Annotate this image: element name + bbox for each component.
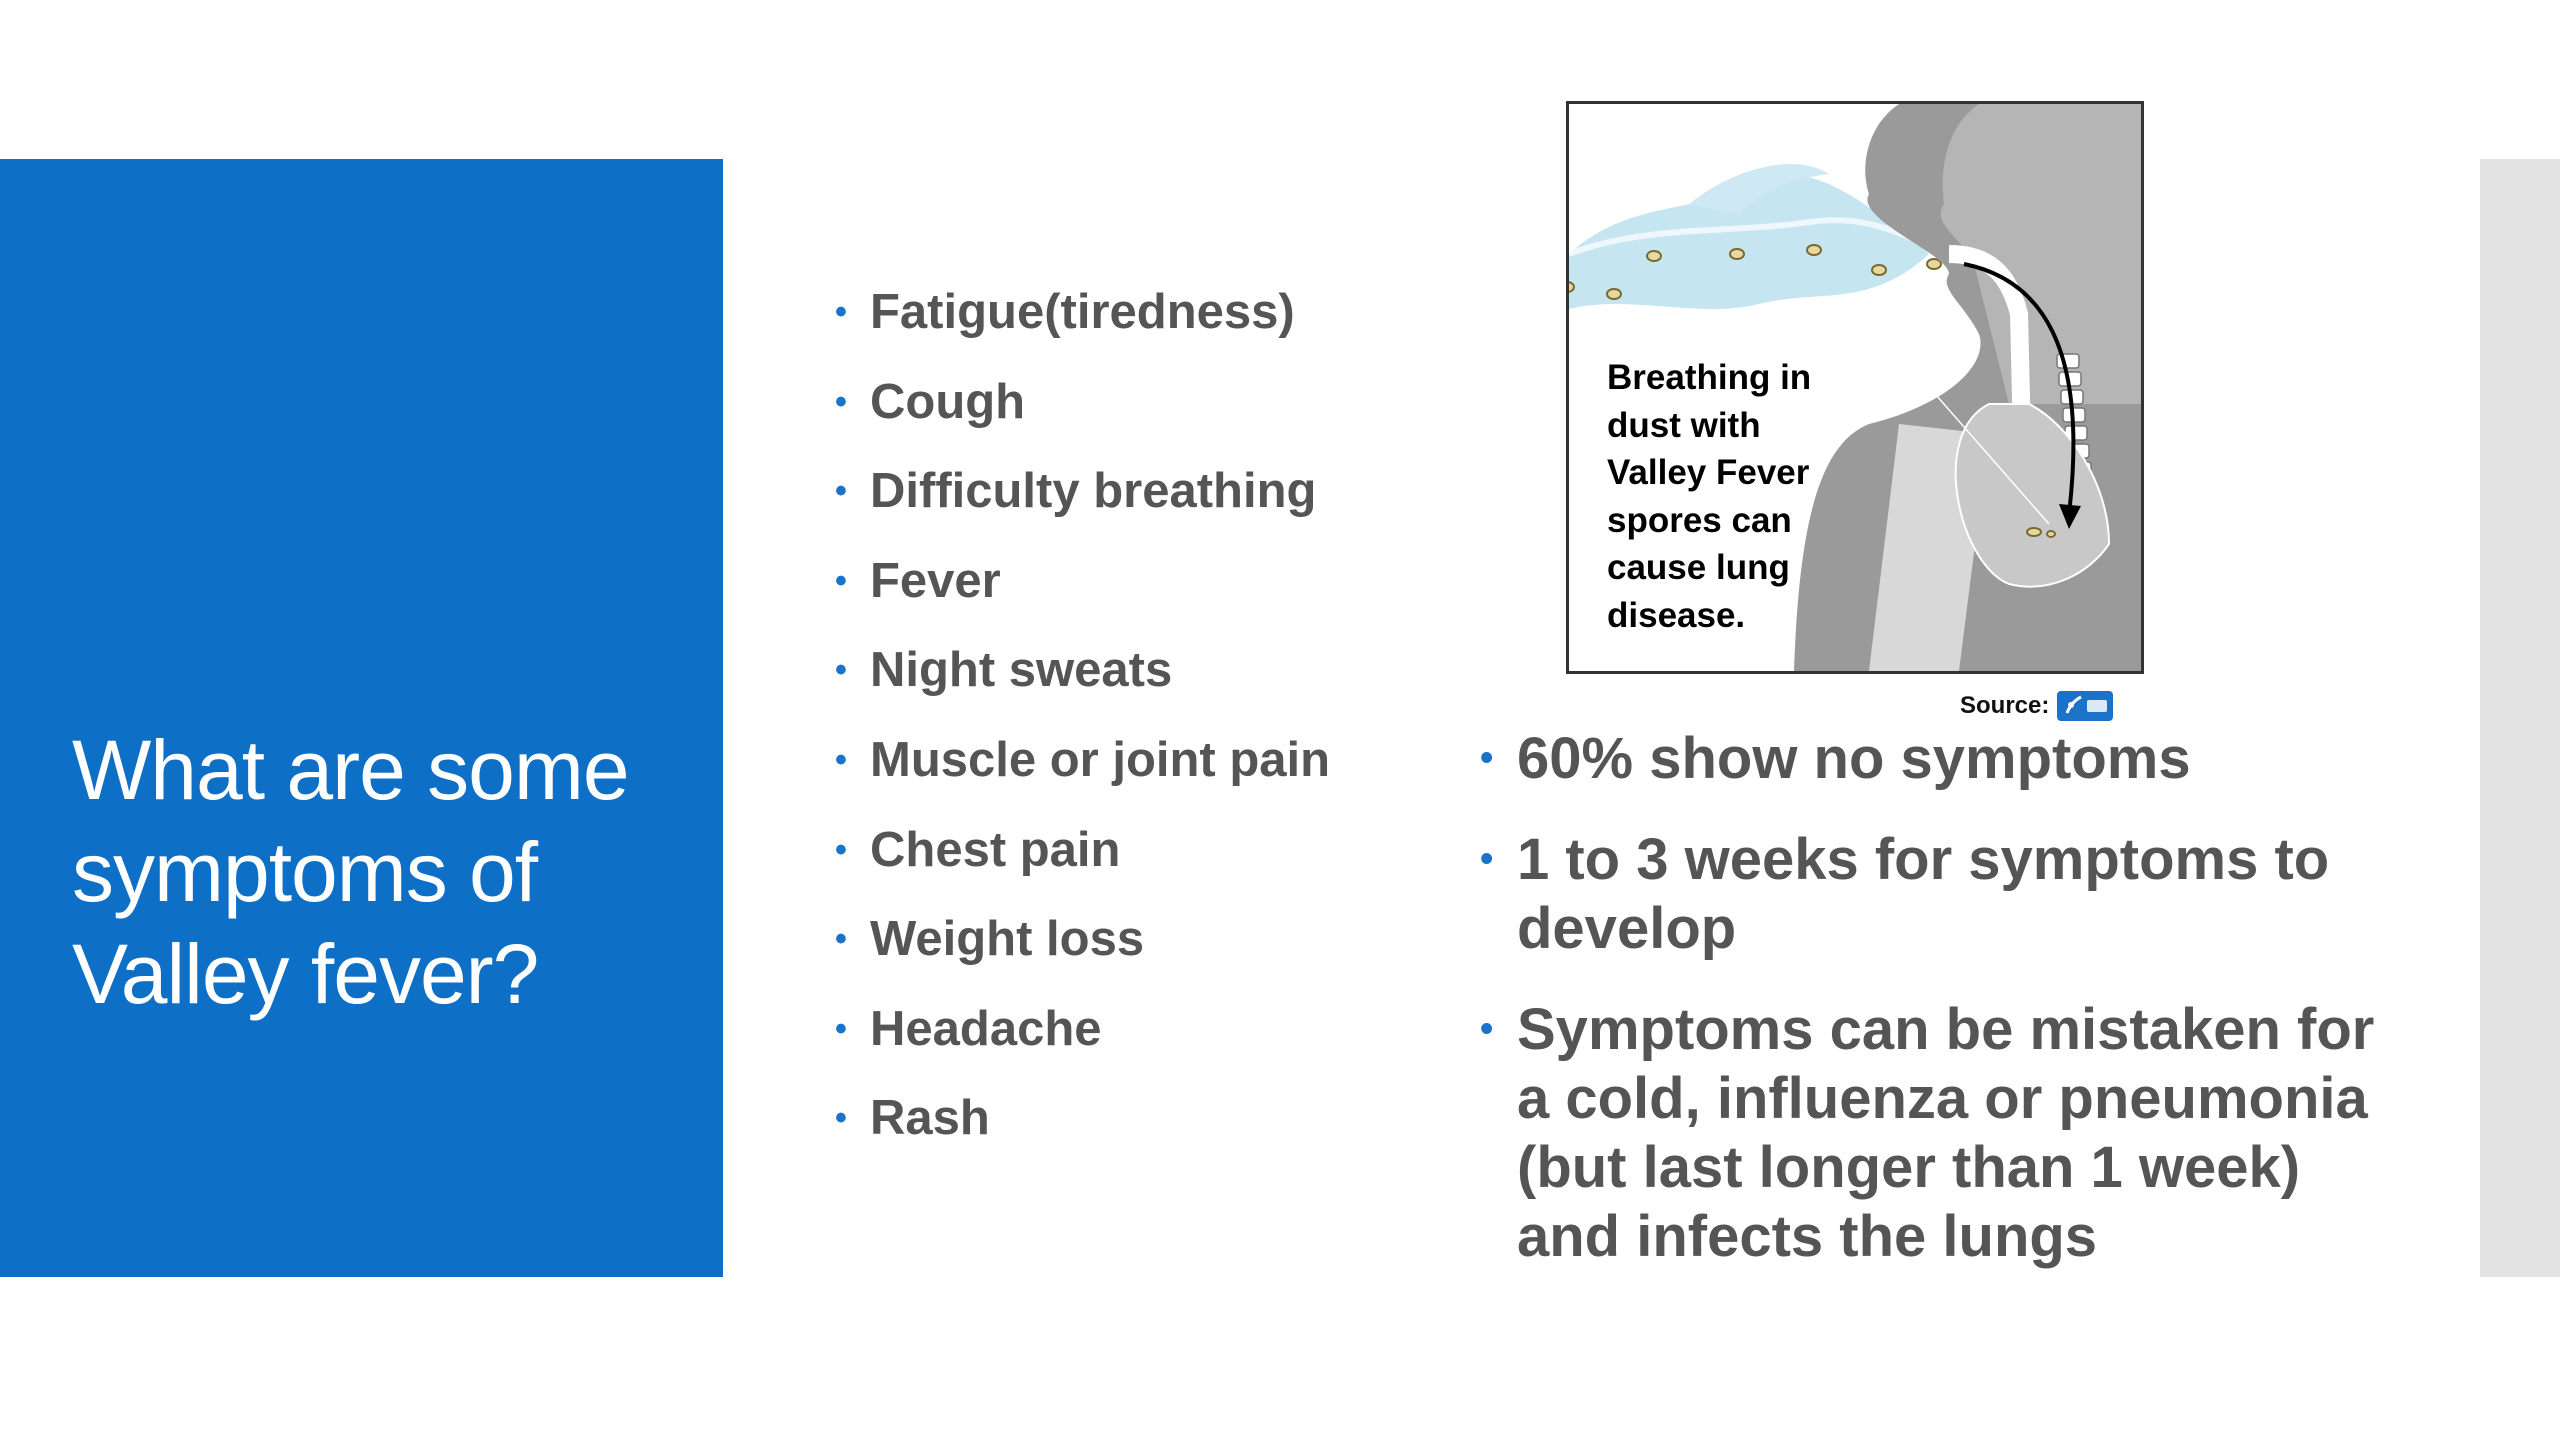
bullet-icon: • [835, 920, 847, 959]
facts-list [1480, 724, 2380, 1303]
list-item [835, 999, 1435, 1089]
list-item [835, 282, 1435, 372]
bullet-icon: • [835, 1099, 847, 1138]
caption-line: dust with [1607, 405, 1761, 445]
bullet-icon: • [835, 472, 847, 511]
symptom-text: Fatigue(tiredness) [870, 285, 1295, 339]
symptom-list [835, 282, 1435, 1178]
list-item [835, 820, 1435, 910]
symptom-text: Headache [870, 1001, 1102, 1056]
bullet-icon: • [835, 561, 847, 600]
spore-inhalation-illustration [1566, 101, 2144, 674]
list-item [835, 640, 1435, 730]
caption-line: Breathing in [1607, 358, 1812, 397]
caption-line: cause lung [1607, 548, 1790, 587]
right-edge-strip [2480, 159, 2560, 1277]
fact-text: 60% show no symptoms [1517, 726, 2191, 791]
symptom-text: Weight loss [870, 912, 1145, 967]
symptom-text: Cough [870, 374, 1026, 429]
caption-line: disease. [1607, 595, 1746, 635]
symptom-text: Chest pain [870, 822, 1121, 877]
title-panel [0, 159, 723, 1277]
image-source [1960, 688, 2122, 724]
slide-title: What are some symptoms of Valley fever? [72, 723, 629, 1021]
cdc-logo-icon [2057, 691, 2113, 721]
list-item [835, 1088, 1435, 1178]
list-item [835, 372, 1435, 462]
list-item [835, 730, 1435, 820]
bullet-icon: • [1480, 737, 1494, 779]
symptom-text: Difficulty breathing [870, 464, 1317, 519]
list-item [835, 461, 1435, 551]
caption-line: Valley Fever [1607, 453, 1810, 492]
bullet-icon: • [835, 830, 847, 869]
list-item [1480, 724, 2380, 793]
list-item [1480, 995, 2380, 1271]
fact-text: 1 to 3 weeks for symptoms to develop [1517, 827, 2330, 961]
source-label: Source: [1960, 692, 2050, 719]
bullet-icon: • [835, 1009, 847, 1048]
bullet-icon: • [835, 740, 847, 779]
bullet-icon: • [835, 382, 847, 421]
symptom-text: Fever [870, 553, 1001, 608]
bullet-icon: • [835, 651, 847, 690]
symptom-text: Muscle or joint pain [870, 732, 1331, 787]
list-item [835, 551, 1435, 641]
list-item [1480, 825, 2380, 963]
illustration-caption [1607, 354, 1867, 639]
fact-text: Symptoms can be mistaken for a cold, influenza or pneumonia (but last longer than 1 week) and infects the lungs [1517, 997, 2375, 1269]
bullet-icon: • [835, 293, 847, 331]
symptom-text: Night sweats [870, 643, 1173, 698]
bullet-icon: • [1480, 838, 1494, 880]
caption-line: spores can [1607, 500, 1792, 540]
list-item [835, 909, 1435, 999]
bullet-icon: • [1480, 1008, 1494, 1050]
symptom-text: Rash [870, 1091, 990, 1146]
